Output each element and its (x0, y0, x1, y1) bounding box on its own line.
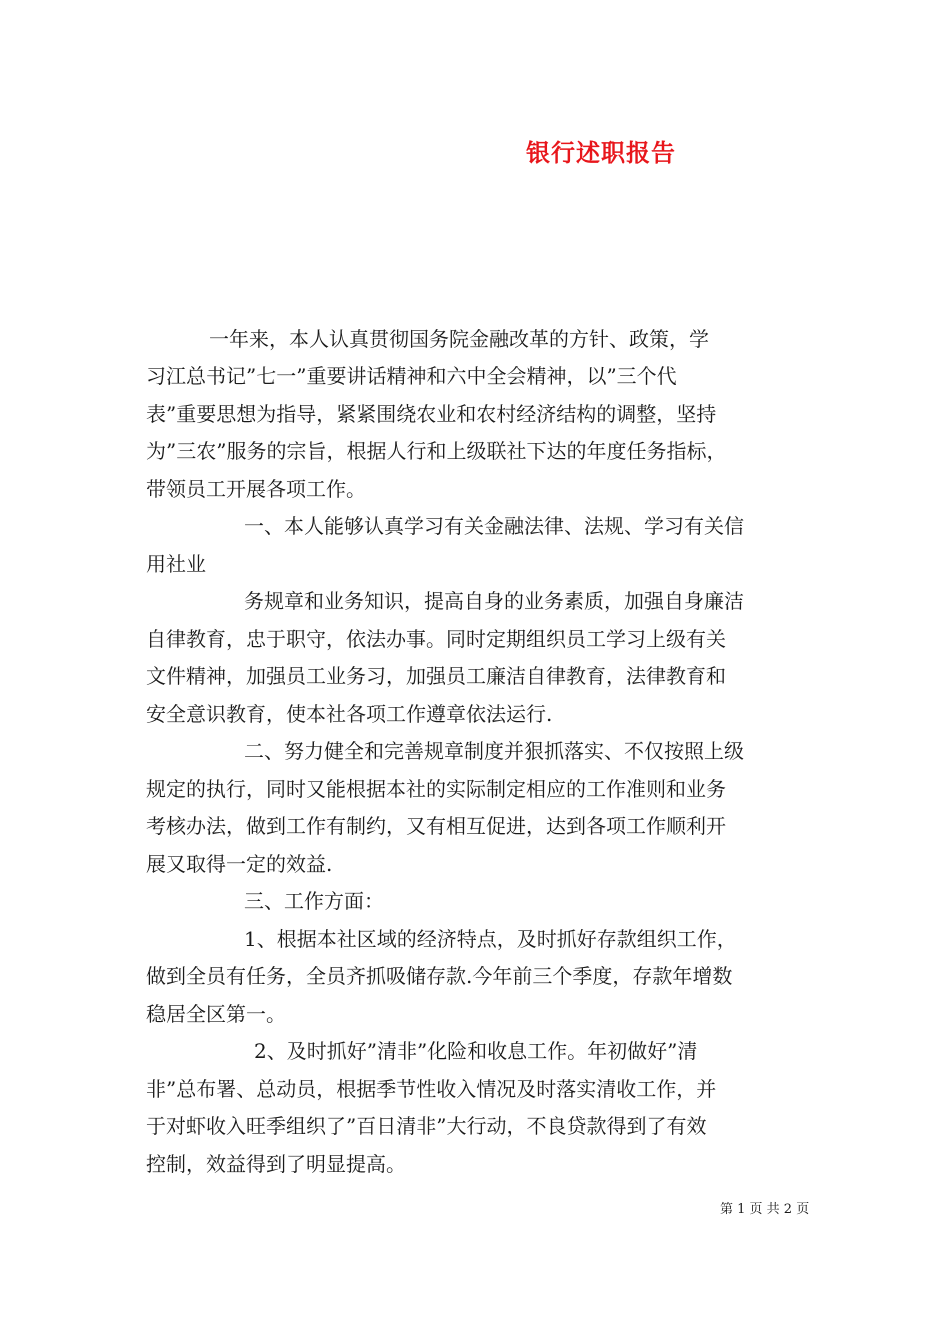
body-line: 展又取得一定的效益. (146, 852, 333, 876)
body-line: 规定的执行，同时又能根据本社的实际制定相应的工作准则和业务 (146, 777, 726, 801)
section-heading: 三、工作方面： (244, 889, 384, 913)
body-line: 二、努力健全和完善规章制度并狠抓落实、不仅按照上级 (244, 739, 744, 763)
body-line: 用社业 (146, 552, 206, 576)
body-line: 于对虾收入旺季组织了”百日清非”大行动，不良贷款得到了有效 (146, 1114, 707, 1138)
body-line: 为”三农”服务的宗旨，根据人行和上级联社下达的年度任务指标， (146, 439, 727, 463)
body-line: 务规章和业务知识，提高自身的业务素质，加强自身廉洁 (244, 589, 744, 613)
body-line: 稳居全区第一。 (146, 1002, 286, 1026)
body-line: 习江总书记”七一”重要讲话精神和六中全会精神，以”三个代 (146, 364, 677, 388)
body-line: 2、及时抓好”清非”化险和收息工作。年初做好”清 (254, 1039, 698, 1063)
body-line: 带领员工开展各项工作。 (146, 477, 366, 501)
body-line: 一、本人能够认真学习有关金融法律、法规、学习有关信 (244, 514, 744, 538)
body-line: 文件精神，加强员工业务习，加强员工廉洁自律教育，法律教育和 (146, 664, 726, 688)
body-line: 安全意识教育，使本社各项工作遵章依法运行. (146, 702, 553, 726)
body-line: 控制，效益得到了明显提高。 (146, 1152, 406, 1176)
body-line: 考核办法，做到工作有制约，又有相互促进，达到各项工作顺利开 (146, 814, 726, 838)
body-line: 1、根据本社区域的经济特点，及时抓好存款组织工作， (244, 927, 737, 951)
document-title: 银行述职报告 (526, 138, 676, 167)
body-line: 表”重要思想为指导，紧紧围绕农业和农村经济结构的调整，坚持 (146, 402, 717, 426)
body-line: 自律教育，忠于职守，依法办事。同时定期组织员工学习上级有关 (146, 627, 726, 651)
body-line: 一年来，本人认真贯彻国务院金融改革的方针、政策，学 (209, 327, 709, 351)
body-line: 做到全员有任务，全员齐抓吸储存款.今年前三个季度，存款年增数 (146, 964, 733, 988)
page-footer: 第 1 页 共 2 页 (720, 1202, 810, 1217)
body-line: 非”总布署、总动员，根据季节性收入情况及时落实清收工作，并 (146, 1077, 717, 1101)
